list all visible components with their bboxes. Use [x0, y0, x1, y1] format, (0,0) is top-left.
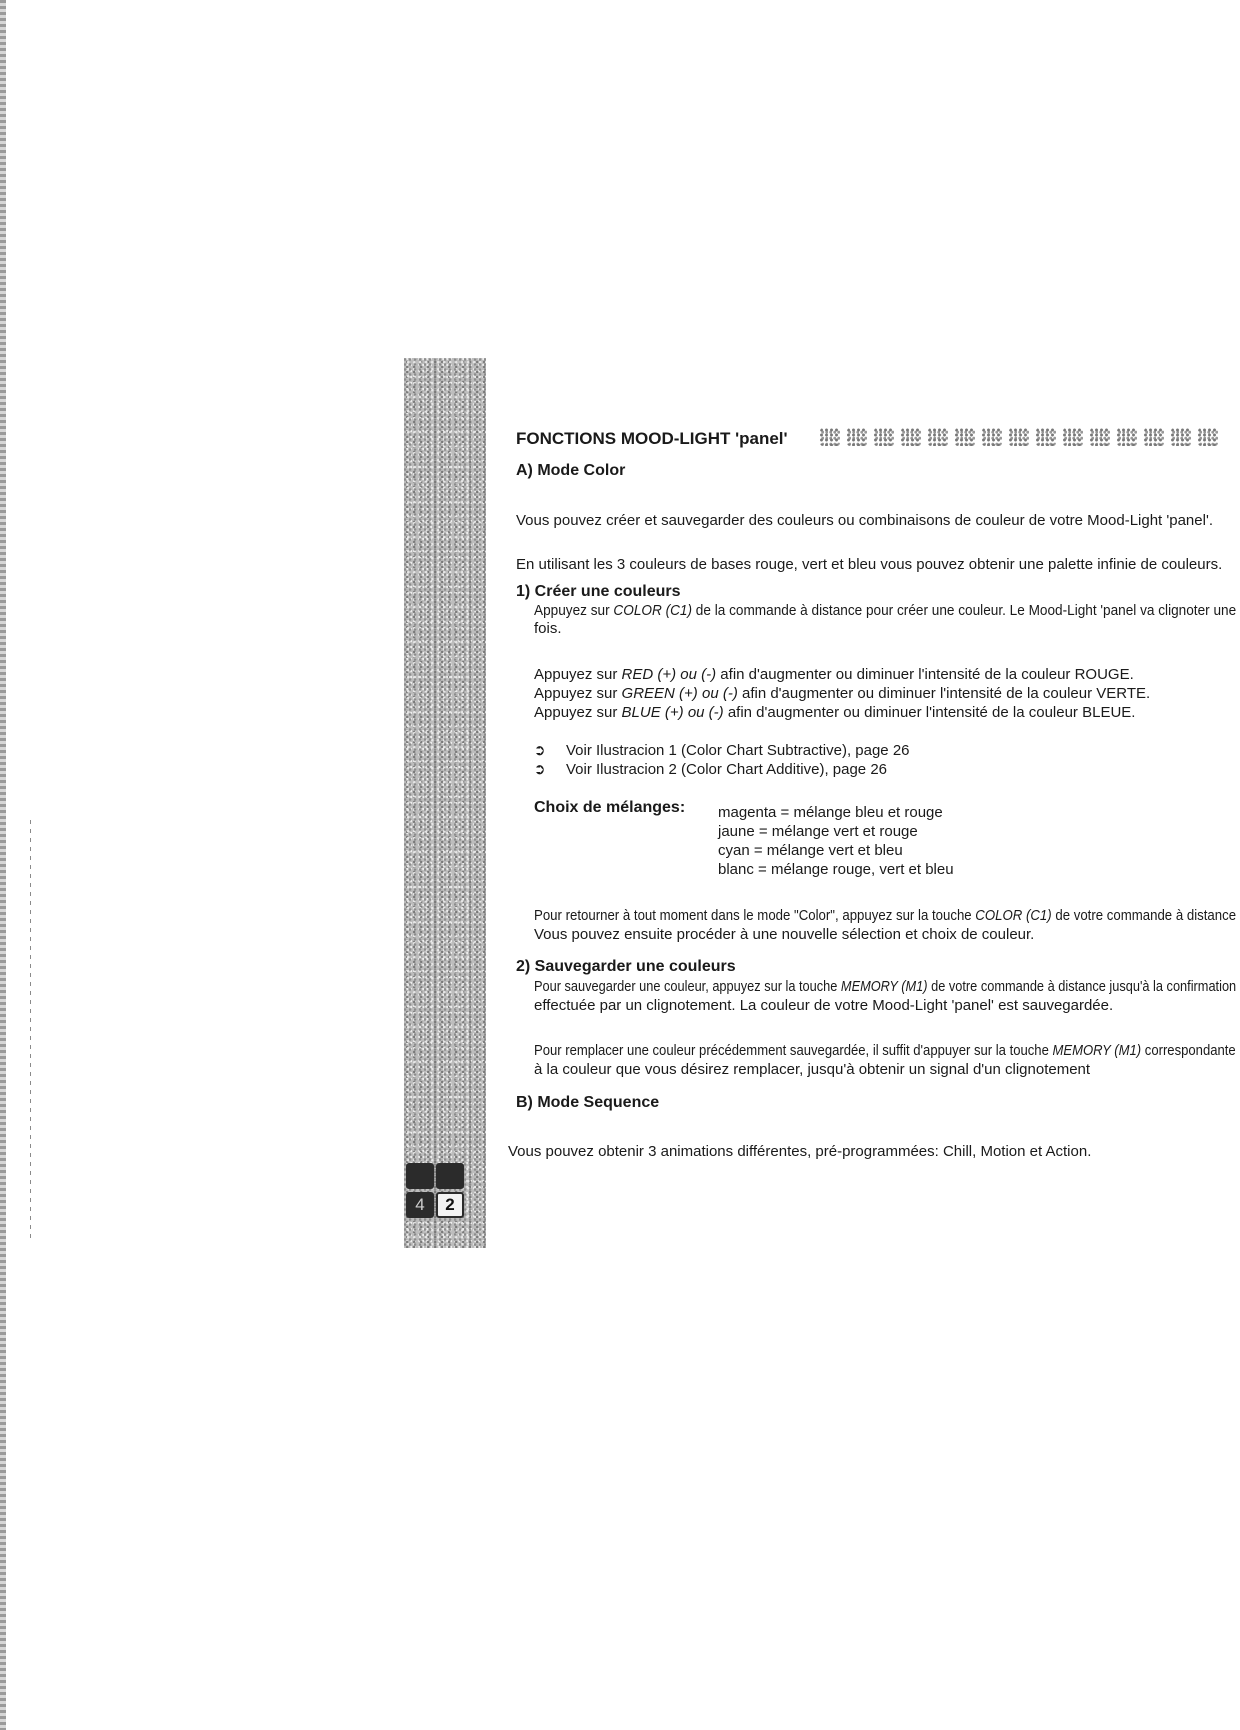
page-tab-digit-1: 4 — [406, 1192, 434, 1218]
section-a-heading: A) Mode Color — [516, 462, 626, 479]
save-line-1: Pour sauvegarder une couleur, appuyez sur la touche MEMORY (M1) de votre commande à distance jusqu'à la confirmation — [534, 978, 1237, 995]
step-1-line-2: fois. — [534, 620, 562, 637]
arrow-right-icon: ➲ — [534, 761, 546, 778]
tab-block-top-right — [436, 1163, 464, 1189]
red-instruction: Appuyez sur RED (+) ou (-) afin d'augmenter ou diminuer l'intensité de la couleur ROUGE. — [534, 666, 1134, 683]
blue-instruction: Appuyez sur BLUE (+) ou (-) afin d'augmenter ou diminuer l'intensité de la couleur BLEUE. — [534, 704, 1136, 721]
mix-item: cyan = mélange vert et bleu — [718, 842, 903, 859]
return-line-2: Vous pouvez ensuite procéder à une nouvelle sélection et choix de couleur. — [534, 926, 1035, 943]
step-1-line-1: Appuyez sur COLOR (C1) de la commande à distance pour créer une couleur. Le Mood-Light 'panel va clignoter une — [534, 602, 1237, 619]
mix-item: magenta = mélange bleu et rouge — [718, 804, 943, 821]
gutter-line — [30, 820, 31, 1240]
section-a-intro-2: En utilisant les 3 couleurs de bases rouge, vert et bleu vous pouvez obtenir une palette infinie de couleurs. — [516, 556, 1223, 573]
return-line-1: Pour retourner à tout moment dans le mode "Color", appuyez sur la touche COLOR (C1) de votre commande à distance — [534, 907, 1237, 924]
mix-item: jaune = mélange vert et rouge — [718, 823, 918, 840]
tab-block-top-left — [406, 1163, 434, 1189]
section-b-text: Vous pouvez obtenir 3 animations différentes, pré-programmées: Chill, Motion et Action. — [508, 1143, 1092, 1160]
mix-label: Choix de mélanges: — [534, 799, 686, 816]
step-1-heading: 1) Créer une couleurs — [516, 583, 681, 600]
save-line-2: effectuée par un clignotement. La couleur de votre Mood-Light 'panel' est sauvegardée. — [534, 997, 1114, 1014]
step-2-heading: 2) Sauvegarder une couleurs — [516, 958, 736, 975]
header-speckle-band — [820, 428, 1240, 450]
illustration-ref-1: Voir Ilustracion 1 (Color Chart Subtractive), page 26 — [566, 742, 910, 759]
arrow-right-icon: ➲ — [534, 742, 546, 759]
page-tab-digit-2: 2 — [436, 1192, 464, 1218]
replace-line-2: à la couleur que vous désirez remplacer, jusqu'à obtenir un signal d'un clignotement — [534, 1061, 1091, 1078]
illustration-ref-2: Voir Ilustracion 2 (Color Chart Additive), page 26 — [566, 761, 887, 778]
scan-edge — [0, 0, 6, 1730]
replace-line-1: Pour remplacer une couleur précédemment sauvegardée, il suffit d'appuyer sur la touche MEMORY (M1) correspondante — [534, 1042, 1236, 1059]
green-instruction: Appuyez sur GREEN (+) ou (-) afin d'augmenter ou diminuer l'intensité de la couleur VERTE. — [534, 685, 1151, 702]
mix-item: blanc = mélange rouge, vert et bleu — [718, 861, 954, 878]
section-a-intro-1: Vous pouvez créer et sauvegarder des couleurs ou combinaisons de couleur de votre Mood-Light 'panel'. — [516, 512, 1213, 529]
side-strip — [404, 358, 486, 1248]
page-title: FONCTIONS MOOD-LIGHT 'panel' — [516, 429, 788, 448]
section-b-heading: B) Mode Sequence — [516, 1094, 660, 1111]
